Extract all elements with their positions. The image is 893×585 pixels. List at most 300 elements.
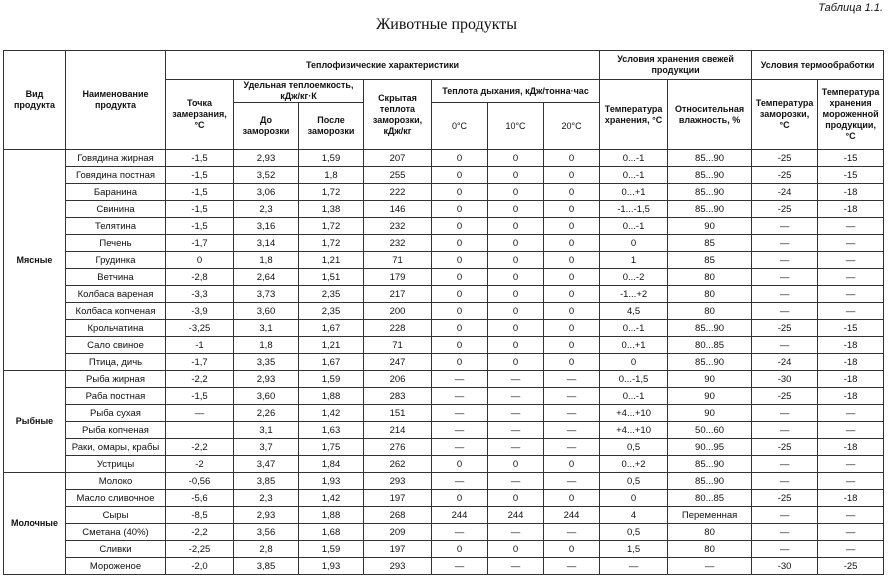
- header-storage: Условия хранения свежей продукции: [600, 51, 752, 80]
- product-name-cell: Рыба копченая: [66, 422, 166, 439]
- table-cell: 0...-1: [600, 167, 668, 184]
- table-cell: 0: [488, 337, 544, 354]
- table-cell: -0,56: [166, 473, 234, 490]
- header-before: До заморозки: [234, 103, 299, 150]
- table-cell: 222: [364, 184, 432, 201]
- table-cell: 0...+2: [600, 456, 668, 473]
- table-row: [4, 524, 884, 541]
- page-title: Животные продукты: [375, 16, 518, 33]
- table-cell: -18: [818, 490, 884, 507]
- table-cell: -1: [166, 337, 234, 354]
- table-row: [4, 218, 884, 235]
- table-cell: 3,35: [234, 354, 299, 371]
- table-cell: 2,64: [234, 269, 299, 286]
- header-name: Наименование продукта: [66, 51, 166, 150]
- table-cell: 0: [166, 252, 234, 269]
- table-cell: —: [488, 405, 544, 422]
- table-cell: 0...-2: [600, 269, 668, 286]
- table-cell: —: [544, 524, 600, 541]
- table-cell: 90: [668, 388, 752, 405]
- table-cell: 50...60: [668, 422, 752, 439]
- table-cell: -1...+2: [600, 286, 668, 303]
- table-cell: —: [432, 558, 488, 575]
- table-row: [4, 541, 884, 558]
- table-cell: 0: [432, 218, 488, 235]
- table-cell: 0: [432, 337, 488, 354]
- table-cell: 3,60: [234, 388, 299, 405]
- table-cell: 1,38: [299, 201, 364, 218]
- table-cell: 4,5: [600, 303, 668, 320]
- table-cell: 0: [488, 184, 544, 201]
- table-cell: -15: [818, 167, 884, 184]
- table-cell: 0: [488, 490, 544, 507]
- table-cell: -18: [818, 201, 884, 218]
- table-cell: 3,06: [234, 184, 299, 201]
- table-cell: —: [544, 558, 600, 575]
- table-cell: 1,8: [234, 252, 299, 269]
- table-cell: -18: [818, 388, 884, 405]
- table-cell: —: [752, 218, 818, 235]
- table-cell: -2,25: [166, 541, 234, 558]
- table-cell: -25: [818, 558, 884, 575]
- table-cell: 80: [668, 269, 752, 286]
- table-cell: 0: [432, 286, 488, 303]
- table-cell: —: [818, 218, 884, 235]
- table-cell: 0: [488, 252, 544, 269]
- table-row: [4, 184, 884, 201]
- table-cell: 2,93: [234, 371, 299, 388]
- header-respiration: Теплота дыхания, кДж/тонна·час: [432, 80, 600, 103]
- product-name-cell: Молоко: [66, 473, 166, 490]
- table-cell: 3,60: [234, 303, 299, 320]
- table-cell: 0...+1: [600, 184, 668, 201]
- table-cell: 0: [432, 150, 488, 167]
- table-cell: -2: [166, 456, 234, 473]
- table-cell: —: [432, 439, 488, 456]
- table-cell: 2,35: [299, 286, 364, 303]
- table-cell: 85: [668, 252, 752, 269]
- table-cell: Переменная: [668, 507, 752, 524]
- table-cell: -25: [752, 201, 818, 218]
- table-cell: —: [166, 405, 234, 422]
- header-t10: 10°С: [488, 103, 544, 150]
- table-row: [4, 422, 884, 439]
- table-cell: 1,67: [299, 320, 364, 337]
- table-cell: -5,6: [166, 490, 234, 507]
- table-cell: —: [488, 371, 544, 388]
- animal-products-table: [3, 50, 884, 575]
- table-cell: 0,5: [600, 439, 668, 456]
- table-cell: 0: [432, 167, 488, 184]
- table-row: [4, 167, 884, 184]
- product-name-cell: Колбаса копченая: [66, 303, 166, 320]
- table-cell: 2,8: [234, 541, 299, 558]
- table-cell: 0: [544, 184, 600, 201]
- table-cell: —: [432, 524, 488, 541]
- table-cell: 3,56: [234, 524, 299, 541]
- table-cell: 0: [544, 235, 600, 252]
- table-cell: 0: [600, 235, 668, 252]
- table-cell: —: [544, 405, 600, 422]
- table-cell: 197: [364, 541, 432, 558]
- table-cell: 0: [544, 354, 600, 371]
- table-cell: 0: [488, 456, 544, 473]
- table-cell: 0...+1: [600, 337, 668, 354]
- table-cell: —: [818, 235, 884, 252]
- table-cell: -25: [752, 167, 818, 184]
- table-cell: —: [432, 422, 488, 439]
- table-cell: 151: [364, 405, 432, 422]
- table-cell: 0: [544, 490, 600, 507]
- table-cell: 293: [364, 473, 432, 490]
- table-cell: —: [752, 456, 818, 473]
- product-name-cell: Говядина жирная: [66, 150, 166, 167]
- table-cell: 0: [432, 269, 488, 286]
- table-cell: 0: [600, 490, 668, 507]
- table-cell: 1,72: [299, 218, 364, 235]
- table-cell: 1,59: [299, 541, 364, 558]
- header-frozen-storage: Температура хранения мороженной продукции, °С: [818, 80, 884, 150]
- table-cell: 85...90: [668, 320, 752, 337]
- header-latent: Скрытая теплота заморозки, кДж/кг: [364, 80, 432, 150]
- table-cell: 244: [544, 507, 600, 524]
- table-cell: -8,5: [166, 507, 234, 524]
- table-cell: 0: [432, 235, 488, 252]
- table-cell: 209: [364, 524, 432, 541]
- table-cell: -3,9: [166, 303, 234, 320]
- table-cell: 2,26: [234, 405, 299, 422]
- header-thermo: Теплофизические характеристики: [166, 51, 600, 80]
- table-cell: -1,5: [166, 167, 234, 184]
- table-cell: 1,75: [299, 439, 364, 456]
- table-cell: 80...85: [668, 490, 752, 507]
- table-cell: -2,8: [166, 269, 234, 286]
- table-row: [4, 252, 884, 269]
- category-cell: Молочные: [4, 473, 66, 575]
- table-cell: 0: [544, 541, 600, 558]
- table-row: [4, 490, 884, 507]
- table-row: [4, 354, 884, 371]
- table-cell: 3,85: [234, 473, 299, 490]
- table-cell: 3,85: [234, 558, 299, 575]
- table-cell: —: [752, 303, 818, 320]
- table-cell: 85...90: [668, 473, 752, 490]
- table-cell: —: [818, 252, 884, 269]
- table-cell: 0: [488, 235, 544, 252]
- table-cell: +4...+10: [600, 405, 668, 422]
- table-row: [4, 371, 884, 388]
- table-cell: 2,35: [299, 303, 364, 320]
- table-cell: 3,14: [234, 235, 299, 252]
- category-cell: Мясные: [4, 150, 66, 371]
- table-cell: —: [818, 456, 884, 473]
- table-cell: -1,5: [166, 201, 234, 218]
- table-cell: —: [752, 286, 818, 303]
- table-cell: 276: [364, 439, 432, 456]
- table-cell: 1,72: [299, 184, 364, 201]
- product-name-cell: Сало свиное: [66, 337, 166, 354]
- table-cell: 207: [364, 150, 432, 167]
- table-cell: —: [818, 541, 884, 558]
- table-cell: —: [488, 439, 544, 456]
- table-cell: 232: [364, 218, 432, 235]
- table-row: [4, 558, 884, 575]
- header-humidity: Относительная влажность, %: [668, 80, 752, 150]
- product-name-cell: Мороженое: [66, 558, 166, 575]
- table-cell: -18: [818, 439, 884, 456]
- table-cell: -18: [818, 354, 884, 371]
- table-cell: —: [818, 269, 884, 286]
- table-cell: —: [488, 388, 544, 405]
- table-cell: 0: [544, 252, 600, 269]
- table-cell: -15: [818, 150, 884, 167]
- table-cell: 293: [364, 558, 432, 575]
- table-cell: 1,59: [299, 150, 364, 167]
- table-cell: -30: [752, 371, 818, 388]
- product-name-cell: Крольчатина: [66, 320, 166, 337]
- product-name-cell: Масло сливочное: [66, 490, 166, 507]
- table-cell: 146: [364, 201, 432, 218]
- table-cell: —: [544, 473, 600, 490]
- table-cell: 80: [668, 541, 752, 558]
- table-cell: —: [818, 405, 884, 422]
- table-cell: 1,72: [299, 235, 364, 252]
- table-cell: -25: [752, 490, 818, 507]
- product-name-cell: Птица, дичь: [66, 354, 166, 371]
- table-cell: 0: [432, 541, 488, 558]
- table-cell: 85: [668, 235, 752, 252]
- table-cell: —: [488, 473, 544, 490]
- table-cell: -1,7: [166, 235, 234, 252]
- header-kind: Вид продукта: [4, 51, 66, 150]
- table-cell: -1,7: [166, 354, 234, 371]
- table-cell: 1,8: [234, 337, 299, 354]
- table-cell: 80...85: [668, 337, 752, 354]
- table-cell: 80: [668, 524, 752, 541]
- table-cell: -18: [818, 371, 884, 388]
- table-cell: 2,3: [234, 490, 299, 507]
- table-cell: 85...90: [668, 167, 752, 184]
- table-cell: 244: [488, 507, 544, 524]
- header-t20: 20°С: [544, 103, 600, 150]
- table-cell: 1,42: [299, 490, 364, 507]
- table-cell: -18: [818, 337, 884, 354]
- table-cell: 247: [364, 354, 432, 371]
- table-row: [4, 439, 884, 456]
- table-cell: 262: [364, 456, 432, 473]
- table-cell: 4: [600, 507, 668, 524]
- product-name-cell: Грудинка: [66, 252, 166, 269]
- table-cell: —: [818, 524, 884, 541]
- table-cell: —: [752, 524, 818, 541]
- table-cell: —: [818, 286, 884, 303]
- table-cell: 85...90: [668, 456, 752, 473]
- table-cell: —: [488, 558, 544, 575]
- table-cell: —: [752, 473, 818, 490]
- table-cell: 3,1: [234, 320, 299, 337]
- table-cell: -2,0: [166, 558, 234, 575]
- table-cell: —: [432, 388, 488, 405]
- table-cell: 3,16: [234, 218, 299, 235]
- table-cell: +4...+10: [600, 422, 668, 439]
- table-cell: -25: [752, 439, 818, 456]
- table-cell: 197: [364, 490, 432, 507]
- table-cell: 85...90: [668, 201, 752, 218]
- table-cell: 1,51: [299, 269, 364, 286]
- header-freeze-temp: Температура заморозки, °С: [752, 80, 818, 150]
- table-row: [4, 473, 884, 490]
- table-cell: 200: [364, 303, 432, 320]
- table-cell: 85...90: [668, 354, 752, 371]
- table-cell: 268: [364, 507, 432, 524]
- table-cell: 80: [668, 286, 752, 303]
- table-row: [4, 286, 884, 303]
- table-row: [4, 269, 884, 286]
- product-name-cell: Устрицы: [66, 456, 166, 473]
- table-cell: —: [752, 541, 818, 558]
- product-name-cell: Печень: [66, 235, 166, 252]
- table-cell: 179: [364, 269, 432, 286]
- table-cell: —: [544, 422, 600, 439]
- header-storage-temp: Температура хранения, °С: [600, 80, 668, 150]
- table-cell: 90: [668, 405, 752, 422]
- table-cell: 71: [364, 252, 432, 269]
- table-cell: 0: [488, 201, 544, 218]
- table-cell: 2,93: [234, 507, 299, 524]
- table-cell: —: [544, 371, 600, 388]
- product-name-cell: Рыба сухая: [66, 405, 166, 422]
- table-cell: 0: [488, 303, 544, 320]
- table-cell: -25: [752, 320, 818, 337]
- product-name-cell: Раки, омары, крабы: [66, 439, 166, 456]
- table-cell: 3,73: [234, 286, 299, 303]
- product-name-cell: Говядина постная: [66, 167, 166, 184]
- table-cell: —: [752, 422, 818, 439]
- table-cell: 1: [600, 252, 668, 269]
- table-cell: 0: [432, 252, 488, 269]
- table-cell: 85...90: [668, 184, 752, 201]
- table-caption: Таблица 1.1.: [818, 2, 883, 14]
- table-cell: 0: [544, 167, 600, 184]
- header-heat: Условия термообработки: [752, 51, 884, 80]
- table-cell: 90: [668, 371, 752, 388]
- table-cell: —: [752, 269, 818, 286]
- table-cell: 0: [488, 286, 544, 303]
- table-cell: 1,8: [299, 167, 364, 184]
- product-name-cell: Свинина: [66, 201, 166, 218]
- table-cell: 0: [488, 354, 544, 371]
- product-name-cell: Рыба жирная: [66, 371, 166, 388]
- table-cell: —: [544, 439, 600, 456]
- table-cell: 0: [432, 184, 488, 201]
- table-cell: 3,7: [234, 439, 299, 456]
- table-cell: -18: [818, 184, 884, 201]
- product-name-cell: Телятина: [66, 218, 166, 235]
- table-cell: 0: [432, 490, 488, 507]
- table-cell: -1,5: [166, 218, 234, 235]
- table-cell: 283: [364, 388, 432, 405]
- table-cell: 0: [544, 269, 600, 286]
- table-cell: -3,3: [166, 286, 234, 303]
- table-cell: 1,5: [600, 541, 668, 558]
- table-cell: 0: [432, 201, 488, 218]
- table-cell: 0: [544, 456, 600, 473]
- table-cell: 85...90: [668, 150, 752, 167]
- table-cell: -25: [752, 388, 818, 405]
- table-row: [4, 388, 884, 405]
- table-row: [4, 303, 884, 320]
- table-cell: 1,93: [299, 558, 364, 575]
- table-cell: -1,5: [166, 388, 234, 405]
- table-row: [4, 337, 884, 354]
- table-cell: —: [488, 422, 544, 439]
- table-cell: 1,93: [299, 473, 364, 490]
- table-cell: 244: [432, 507, 488, 524]
- table-cell: -2,2: [166, 371, 234, 388]
- table-cell: —: [818, 303, 884, 320]
- table-cell: 0: [488, 269, 544, 286]
- table-cell: 0: [544, 150, 600, 167]
- table-cell: —: [432, 405, 488, 422]
- table-cell: 1,84: [299, 456, 364, 473]
- header-after: После заморозки: [299, 103, 364, 150]
- table-cell: 1,42: [299, 405, 364, 422]
- table-cell: —: [752, 235, 818, 252]
- table-cell: 214: [364, 422, 432, 439]
- table-cell: —: [818, 422, 884, 439]
- table-cell: -30: [752, 558, 818, 575]
- product-name-cell: Баранина: [66, 184, 166, 201]
- table-cell: 1,68: [299, 524, 364, 541]
- table-cell: -25: [752, 150, 818, 167]
- table-cell: 0,5: [600, 524, 668, 541]
- table-cell: 0: [488, 320, 544, 337]
- table-row: [4, 405, 884, 422]
- table-cell: -15: [818, 320, 884, 337]
- table-cell: —: [752, 507, 818, 524]
- table-cell: 3,47: [234, 456, 299, 473]
- table-cell: 2,93: [234, 150, 299, 167]
- table-cell: —: [752, 337, 818, 354]
- table-cell: 1,63: [299, 422, 364, 439]
- table-row: [4, 456, 884, 473]
- table-row: [4, 320, 884, 337]
- table-cell: 2,3: [234, 201, 299, 218]
- table-cell: 0: [432, 456, 488, 473]
- table-cell: -2,2: [166, 439, 234, 456]
- table-cell: 1,21: [299, 337, 364, 354]
- table-cell: —: [752, 405, 818, 422]
- table-cell: 71: [364, 337, 432, 354]
- product-name-cell: Ветчина: [66, 269, 166, 286]
- table-cell: 90: [668, 218, 752, 235]
- table-cell: 0: [544, 320, 600, 337]
- table-cell: —: [818, 473, 884, 490]
- table-cell: —: [752, 252, 818, 269]
- table-cell: 0: [544, 337, 600, 354]
- table-cell: 0: [432, 303, 488, 320]
- table-row: [4, 235, 884, 252]
- table-cell: 80: [668, 303, 752, 320]
- table-cell: —: [432, 473, 488, 490]
- category-cell: Рыбные: [4, 371, 66, 473]
- table-cell: -1,5: [166, 184, 234, 201]
- table-cell: 1,88: [299, 388, 364, 405]
- table-cell: —: [544, 388, 600, 405]
- table-cell: —: [432, 371, 488, 388]
- table-cell: 0...-1: [600, 388, 668, 405]
- table-cell: 0: [544, 286, 600, 303]
